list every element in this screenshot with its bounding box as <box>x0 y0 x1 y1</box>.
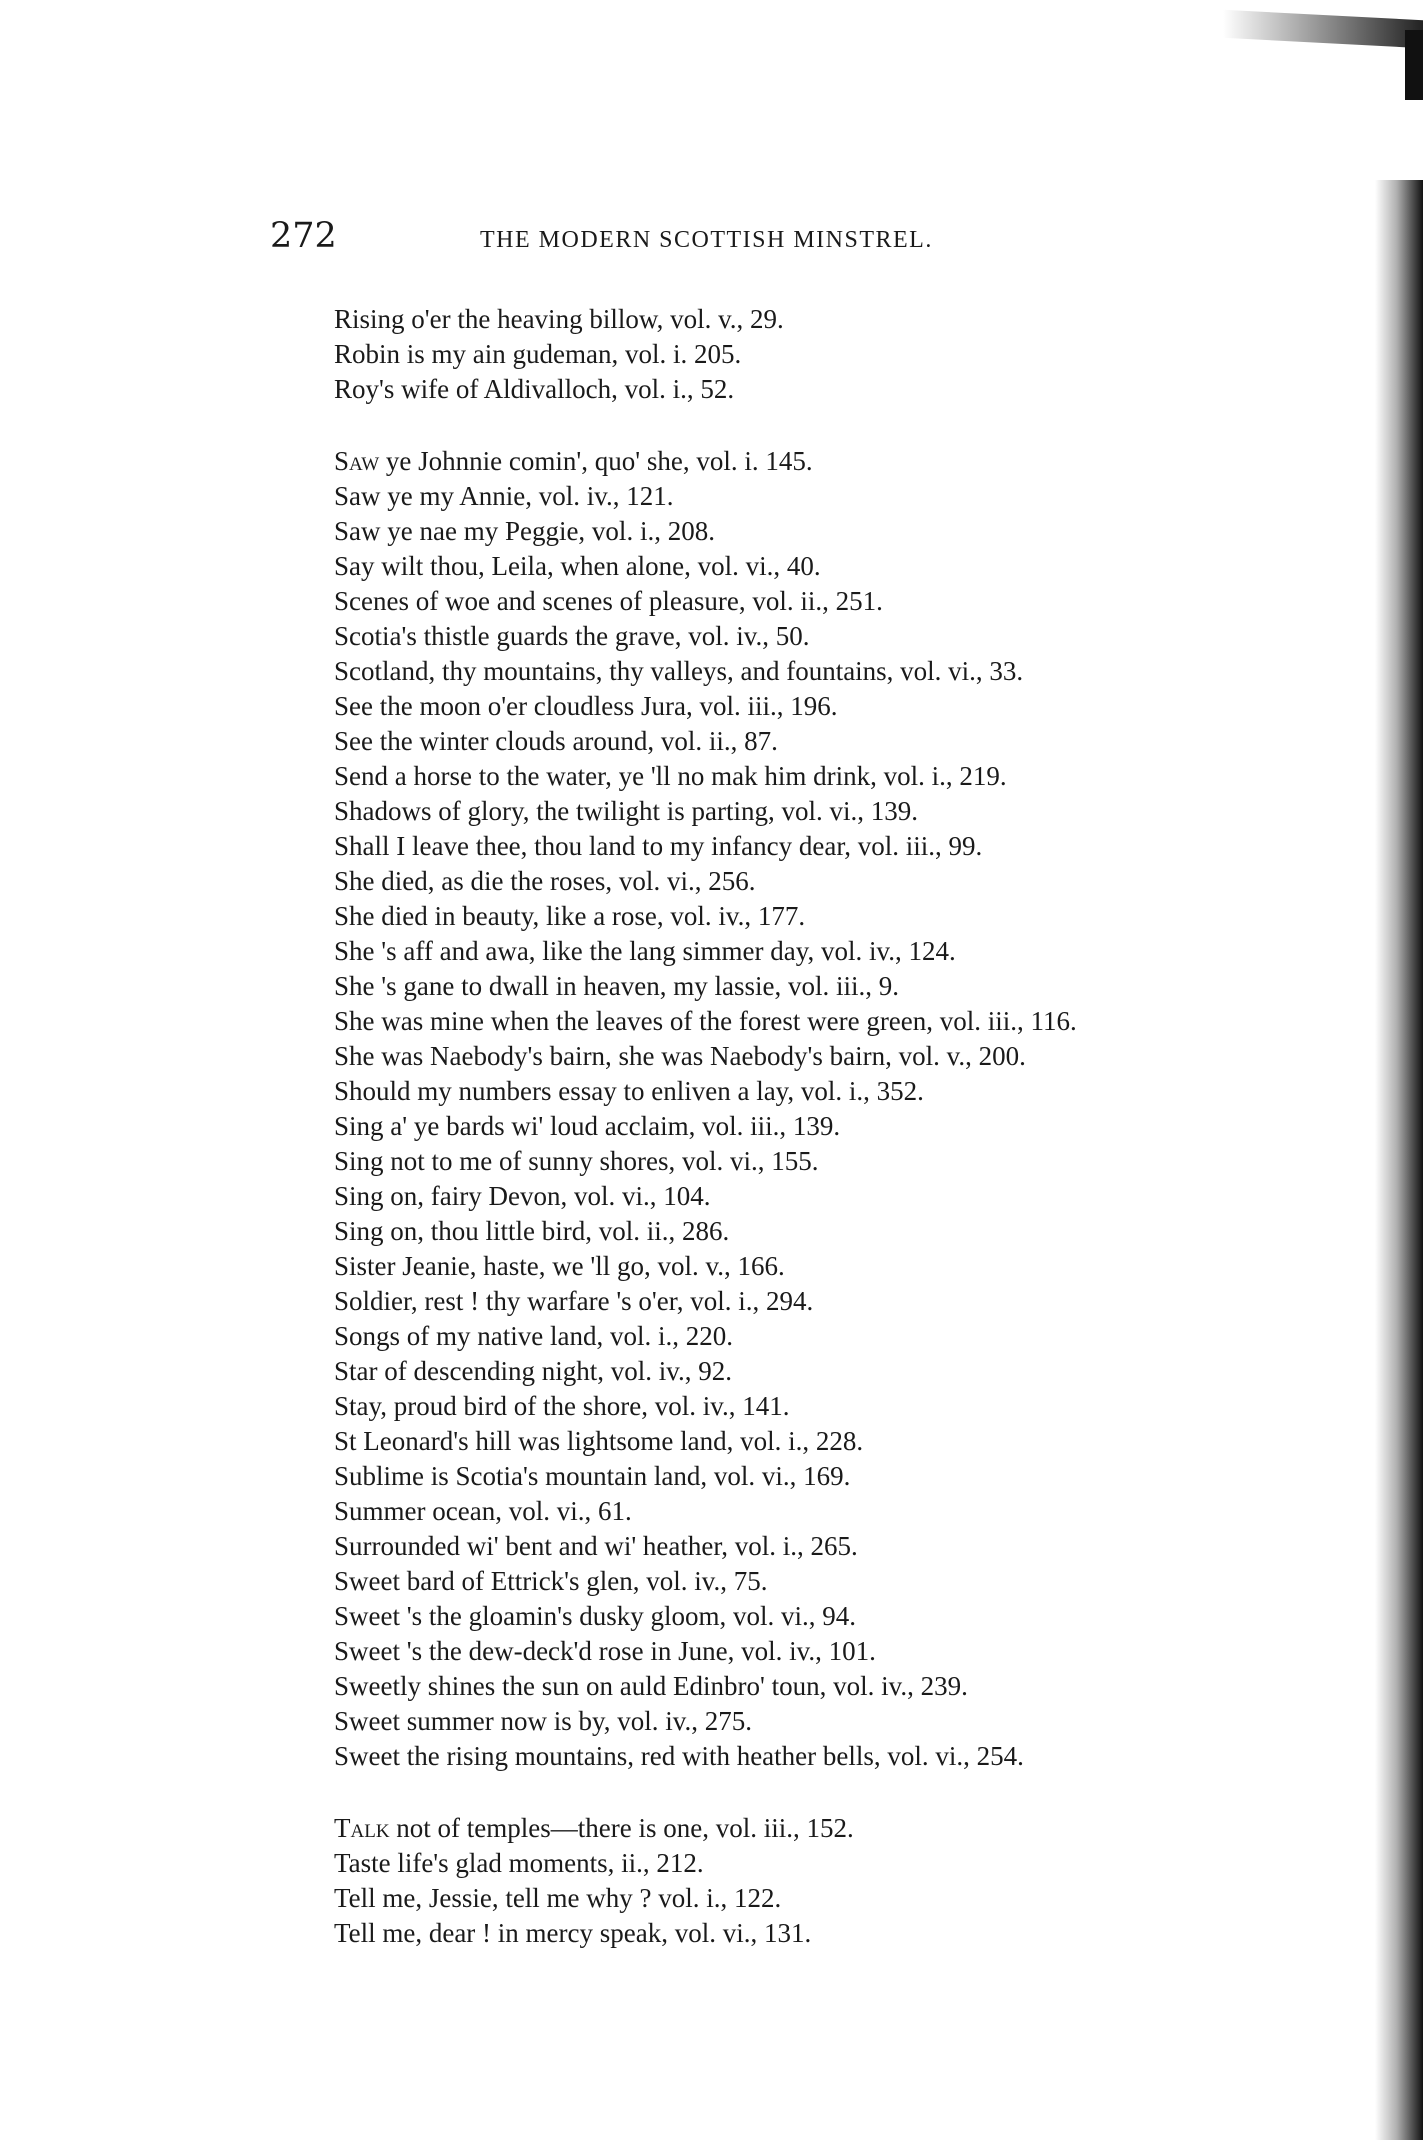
index-entry <box>334 1144 1354 1179</box>
page-edge-shadow <box>1405 30 1423 100</box>
index-entry <box>334 1811 1354 1846</box>
index-entry <box>334 1354 1354 1389</box>
index-entries <box>334 302 1354 1988</box>
entry-lead-word: Saw <box>334 446 380 476</box>
entry-text: Say wilt thou, Leila, when alone, vol. vi., 40. <box>334 551 821 581</box>
entry-text: Songs of my native land, vol. i., 220. <box>334 1321 733 1351</box>
entry-text: See the moon o'er cloudless Jura, vol. iii., 196. <box>334 691 838 721</box>
entry-text: Saw ye my Annie, vol. iv., 121. <box>334 481 674 511</box>
entry-text: See the winter clouds around, vol. ii., 87. <box>334 726 778 756</box>
entry-text: Shadows of glory, the twilight is parting, vol. vi., 139. <box>334 796 918 826</box>
index-group <box>334 444 1354 1774</box>
index-entry <box>334 1109 1354 1144</box>
entry-text: Scotland, thy mountains, thy valleys, and fountains, vol. vi., 33. <box>334 656 1024 686</box>
entry-text: ye Johnnie comin', quo' she, vol. i. 145. <box>379 446 813 476</box>
entry-text: Sweet bard of Ettrick's glen, vol. iv., 75. <box>334 1566 768 1596</box>
entry-text: She was Naebody's bairn, she was Naebody's bairn, vol. v., 200. <box>334 1041 1026 1071</box>
index-entry <box>334 584 1354 619</box>
entry-text: Sublime is Scotia's mountain land, vol. vi., 169. <box>334 1461 851 1491</box>
index-entry <box>334 1916 1354 1951</box>
index-entry <box>334 899 1354 934</box>
index-group <box>334 302 1354 407</box>
index-entry <box>334 1739 1354 1774</box>
entry-text: Sweet 's the gloamin's dusky gloom, vol. vi., 94. <box>334 1601 856 1631</box>
entry-text: Sing a' ye bards wi' loud acclaim, vol. iii., 139. <box>334 1111 841 1141</box>
entry-text: She was mine when the leaves of the forest were green, vol. iii., 116. <box>334 1006 1077 1036</box>
index-entry <box>334 302 1354 337</box>
index-entry <box>334 1214 1354 1249</box>
index-entry <box>334 444 1354 479</box>
index-entry <box>334 654 1354 689</box>
entry-text: Sing not to me of sunny shores, vol. vi., 155. <box>334 1146 819 1176</box>
entry-text: Surrounded wi' bent and wi' heather, vol. i., 265. <box>334 1531 858 1561</box>
index-entry <box>334 689 1354 724</box>
index-entry <box>334 934 1354 969</box>
entry-text: She died, as die the roses, vol. vi., 256. <box>334 866 756 896</box>
index-entry <box>334 372 1354 407</box>
entry-text: She died in beauty, like a rose, vol. iv., 177. <box>334 901 806 931</box>
index-entry <box>334 479 1354 514</box>
index-entry <box>334 1459 1354 1494</box>
entry-text: Sing on, fairy Devon, vol. vi., 104. <box>334 1181 711 1211</box>
page-number: 272 <box>270 216 337 256</box>
index-entry <box>334 1389 1354 1424</box>
entry-text: Shall I leave thee, thou land to my infancy dear, vol. iii., 99. <box>334 831 983 861</box>
entry-lead-word: Talk <box>334 1813 390 1843</box>
index-entry <box>334 1074 1354 1109</box>
index-entry <box>334 969 1354 1004</box>
index-entry <box>334 829 1354 864</box>
entry-text: Taste life's glad moments, ii., 212. <box>334 1848 704 1878</box>
entry-text: Scotia's thistle guards the grave, vol. iv., 50. <box>334 621 810 651</box>
index-entry <box>334 1039 1354 1074</box>
page-header <box>270 212 1270 262</box>
running-title: THE MODERN SCOTTISH MINSTREL. <box>480 227 933 253</box>
entry-text: Tell me, Jessie, tell me why ? vol. i., 122. <box>334 1883 782 1913</box>
index-entry <box>334 1634 1354 1669</box>
entry-text: She 's aff and awa, like the lang simmer day, vol. iv., 124. <box>334 936 956 966</box>
page-edge-shadow <box>1223 10 1423 48</box>
index-entry <box>334 1599 1354 1634</box>
index-entry <box>334 549 1354 584</box>
index-entry <box>334 1846 1354 1881</box>
entry-text: Sweetly shines the sun on auld Edinbro' toun, vol. iv., 239. <box>334 1671 968 1701</box>
entry-text: She 's gane to dwall in heaven, my lassie, vol. iii., 9. <box>334 971 900 1001</box>
index-entry <box>334 514 1354 549</box>
index-entry <box>334 724 1354 759</box>
entry-text: Sister Jeanie, haste, we 'll go, vol. v., 166. <box>334 1251 785 1281</box>
entry-text: Send a horse to the water, ye 'll no mak him drink, vol. i., 219. <box>334 761 1007 791</box>
entry-text: Sweet summer now is by, vol. iv., 275. <box>334 1706 752 1736</box>
entry-text: Soldier, rest ! thy warfare 's o'er, vol. i., 294. <box>334 1286 814 1316</box>
entry-text: Star of descending night, vol. iv., 92. <box>334 1356 732 1386</box>
index-entry <box>334 1881 1354 1916</box>
index-entry <box>334 1284 1354 1319</box>
index-entry <box>334 1249 1354 1284</box>
index-entry <box>334 1494 1354 1529</box>
index-entry <box>334 1669 1354 1704</box>
entry-text: Sing on, thou little bird, vol. ii., 286. <box>334 1216 730 1246</box>
entry-text: Tell me, dear ! in mercy speak, vol. vi., 131. <box>334 1918 812 1948</box>
entry-text: Roy's wife of Aldivalloch, vol. i., 52. <box>334 374 735 404</box>
index-entry <box>334 1179 1354 1214</box>
entry-text: St Leonard's hill was lightsome land, vol. i., 228. <box>334 1426 864 1456</box>
entry-text: Sweet 's the dew-deck'd rose in June, vol. iv., 101. <box>334 1636 876 1666</box>
entry-text: Robin is my ain gudeman, vol. i. 205. <box>334 339 742 369</box>
page-edge-shadow <box>1375 180 1423 2140</box>
entry-text: not of temples—there is one, vol. iii., 152. <box>389 1813 854 1843</box>
entry-text: Saw ye nae my Peggie, vol. i., 208. <box>334 516 715 546</box>
index-entry <box>334 1704 1354 1739</box>
entry-text: Sweet the rising mountains, red with heather bells, vol. vi., 254. <box>334 1741 1024 1771</box>
index-entry <box>334 794 1354 829</box>
index-entry <box>334 1004 1354 1039</box>
index-group <box>334 1811 1354 1951</box>
index-entry <box>334 619 1354 654</box>
entry-text: Summer ocean, vol. vi., 61. <box>334 1496 632 1526</box>
index-entry <box>334 1319 1354 1354</box>
entry-text: Should my numbers essay to enliven a lay, vol. i., 352. <box>334 1076 924 1106</box>
index-entry <box>334 1529 1354 1564</box>
index-entry <box>334 1564 1354 1599</box>
entry-text: Rising o'er the heaving billow, vol. v., 29. <box>334 304 784 334</box>
entry-text: Stay, proud bird of the shore, vol. iv., 141. <box>334 1391 790 1421</box>
index-entry <box>334 337 1354 372</box>
entry-text: Scenes of woe and scenes of pleasure, vol. ii., 251. <box>334 586 883 616</box>
index-entry <box>334 1424 1354 1459</box>
index-entry <box>334 864 1354 899</box>
index-entry <box>334 759 1354 794</box>
